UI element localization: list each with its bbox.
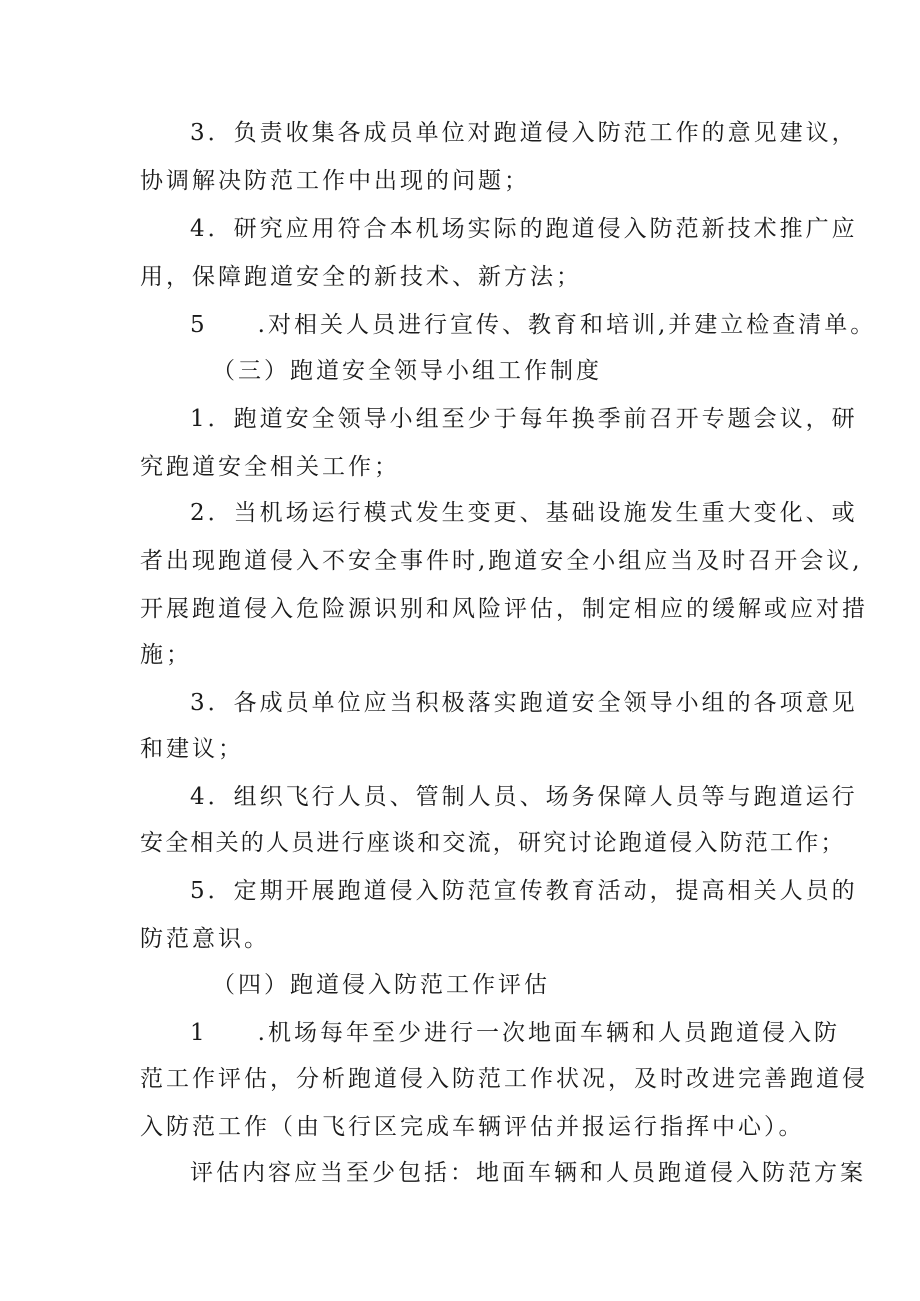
paragraph-line: 2．当机场运行模式发生变更、基础设施发生重大变化、或 <box>190 500 858 526</box>
paragraph-line: 用，保障跑道安全的新技术、新方法； <box>140 264 582 290</box>
paragraph-line: 3．负责收集各成员单位对跑道侵入防范工作的意见建议， <box>190 120 858 146</box>
list-number: 5 <box>190 312 208 338</box>
paragraph-line: 者出现跑道侵入不安全事件时,跑道安全小组应当及时召开会议, <box>140 548 863 574</box>
paragraph-line <box>190 1018 840 1048</box>
section-heading: （三）跑道安全领导小组工作制度 <box>212 358 602 384</box>
paragraph-line: 安全相关的人员进行座谈和交流，研究讨论跑道侵入防范工作； <box>140 830 846 856</box>
paragraph-line: 3．各成员单位应当积极落实跑道安全领导小组的各项意见 <box>190 690 858 716</box>
paragraph-line: 和建议； <box>140 736 244 762</box>
paragraph-line: 评估内容应当至少包括：地面车辆和人员跑道侵入防范方案 <box>190 1160 866 1186</box>
paragraph-line: 范工作评估，分析跑道侵入防范工作状况，及时改进完善跑道侵 <box>140 1066 868 1092</box>
paragraph-line: 开展跑道侵入危险源识别和风险评估，制定相应的缓解或应对措 <box>140 596 868 622</box>
list-number: 1 <box>190 1020 208 1046</box>
paragraph-line: 5．定期开展跑道侵入防范宣传教育活动，提高相关人员的 <box>190 878 858 904</box>
paragraph-line: 防范意识。 <box>140 926 270 952</box>
paragraph-line <box>190 310 876 340</box>
paragraph-line: 究跑道安全相关工作； <box>140 454 400 480</box>
paragraph-line: 施； <box>140 642 192 668</box>
paragraph-line: 入防范工作（由飞行区完成车辆评估并报运行指挥中心）。 <box>140 1114 805 1140</box>
list-text: .机场每年至少进行一次地面车辆和人员跑道侵入防 <box>257 1020 840 1046</box>
paragraph-line: 4．研究应用符合本机场实际的跑道侵入防范新技术推广应 <box>190 216 858 242</box>
paragraph-line: 协调解决防范工作中出现的问题； <box>140 168 530 194</box>
paragraph-line: 4．组织飞行人员、管制人员、场务保障人员等与跑道运行 <box>190 784 858 810</box>
list-text: .对相关人员进行宣传、教育和培训,并建立检查清单。 <box>257 312 877 338</box>
paragraph-line: 1．跑道安全领导小组至少于每年换季前召开专题会议，研 <box>190 406 858 432</box>
section-heading: （四）跑道侵入防范工作评估 <box>212 972 550 998</box>
